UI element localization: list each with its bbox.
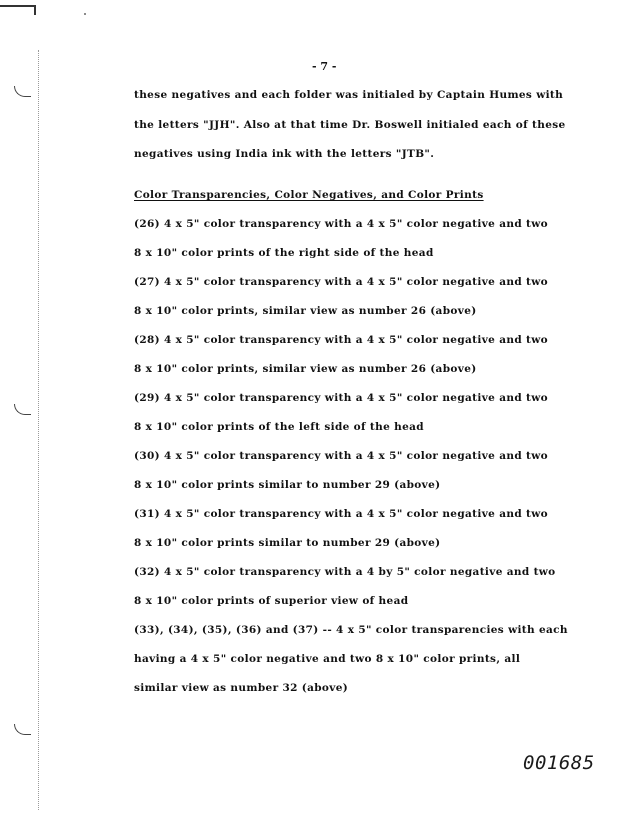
- scan-corner-mark: [0, 5, 36, 15]
- item-line: (29) 4 x 5" color transparency with a 4 x 5" color negative and two: [134, 392, 548, 404]
- item-line: 8 x 10" color prints similar to number 29 (above): [134, 537, 441, 549]
- item-line: similar view as number 32 (above): [134, 682, 349, 694]
- item-line: 8 x 10" color prints, similar view as number 26 (above): [134, 363, 477, 375]
- item-line: (31) 4 x 5" color transparency with a 4 x 5" color negative and two: [134, 508, 548, 520]
- punch-hole-mark-middle: [14, 404, 31, 415]
- item-line: 8 x 10" color prints of the left side of the head: [134, 421, 424, 433]
- item-line: having a 4 x 5" color negative and two 8 x 10" color prints, all: [134, 653, 521, 665]
- section-heading: [134, 188, 484, 202]
- body-line: these negatives and each folder was initialed by Captain Humes with: [134, 89, 564, 101]
- item-line: (27) 4 x 5" color transparency with a 4 x 5" color negative and two: [134, 276, 548, 288]
- page-number: - 7 -: [312, 60, 337, 73]
- scan-speck: [84, 13, 86, 15]
- section-heading-text: Color Transparencies, Color Negatives, and Color Prints: [134, 189, 484, 201]
- item-line: 8 x 10" color prints of superior view of head: [134, 595, 409, 607]
- document-number-stamp: 001685: [523, 752, 595, 774]
- item-line: 8 x 10" color prints, similar view as number 26 (above): [134, 305, 477, 317]
- body-line: the letters "JJH". Also at that time Dr. Boswell initialed each of these: [134, 119, 566, 131]
- item-line: 8 x 10" color prints of the right side of the head: [134, 247, 434, 259]
- item-line: (32) 4 x 5" color transparency with a 4 by 5" color negative and two: [134, 566, 556, 578]
- punch-hole-mark-top: [14, 86, 31, 97]
- binding-margin-line: [38, 50, 39, 810]
- item-line: 8 x 10" color prints similar to number 29 (above): [134, 479, 441, 491]
- body-line: negatives using India ink with the letters "JTB".: [134, 148, 435, 160]
- item-line: (33), (34), (35), (36) and (37) -- 4 x 5" color transparencies with each: [134, 624, 568, 636]
- punch-hole-mark-bottom: [14, 724, 31, 735]
- item-line: (30) 4 x 5" color transparency with a 4 x 5" color negative and two: [134, 450, 548, 462]
- item-line: (28) 4 x 5" color transparency with a 4 x 5" color negative and two: [134, 334, 548, 346]
- item-line: (26) 4 x 5" color transparency with a 4 x 5" color negative and two: [134, 218, 548, 230]
